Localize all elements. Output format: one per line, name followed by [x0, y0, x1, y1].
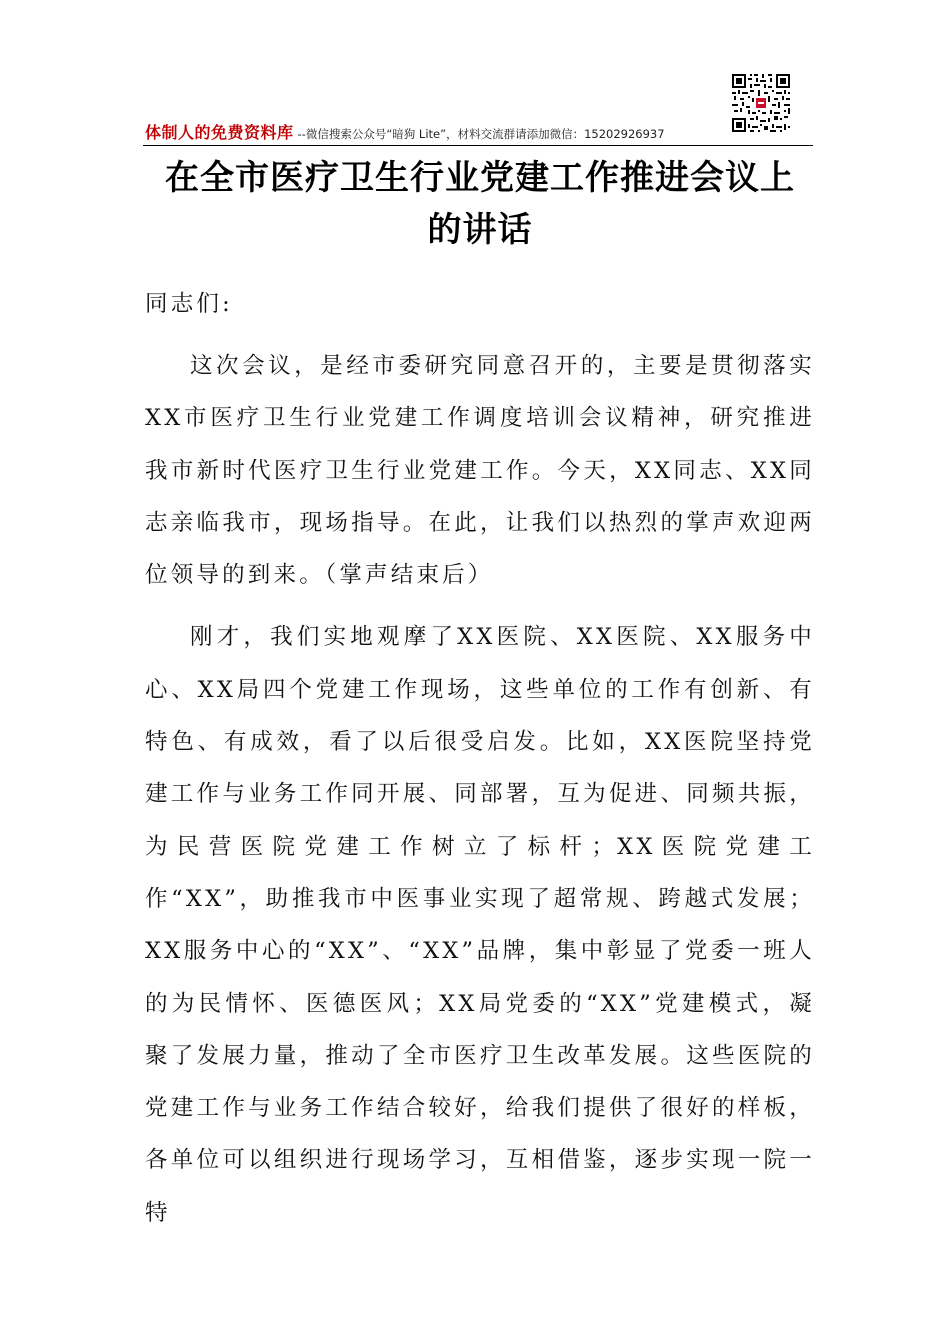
header-banner	[145, 120, 813, 144]
paragraph: 这次会议，是经市委研究同意召开的，主要是贯彻落实XX市医疗卫生行业党建工作调度培训会议精神，研究推进我市新时代医疗卫生行业党建工作。今天，XX同志、XX同志亲临我市，现场指导。在此，让我们以热烈的掌声欢迎两位领导的到来。（掌声结束后）	[145, 353, 815, 589]
header-info-text: --微信搜索公众号“暗狗 Lite”，材料交流群请添加微信：15202926937	[297, 127, 665, 141]
paragraph: 刚才，我们实地观摩了XX医院、XX医院、XX服务中心、XX局四个党建工作现场，这些单位的工作有创新、有特色、有成效，看了以后很受启发。比如，XX医院坚持党建工作与业务工作同开展、同部署，互为促进、同频共振，为民营医院党建工作树立了标杆；XX医院党建工作“XX”，助推我市中医事业实现了超常规、跨越式发展；XX服务中心的“XX”、“XX”品牌，集中彰显了党委一班人的为民情怀、医德医风；XX局党委的“XX”党建模式，凝聚了发展力量，推动了全市医疗卫生改革发展。这些医院的党建工作与业务工作结合较好，给我们提供了很好的样板，各单位可以组织进行现场学习，互相借鉴，逐步实现一院一特	[145, 624, 815, 1226]
salutation: 同志们:	[145, 291, 233, 317]
document-title	[140, 152, 820, 256]
title-line-2: 的讲话	[427, 210, 533, 250]
title-line-1: 在全市医疗卫生行业党建工作推进会议上	[165, 158, 795, 198]
header-divider	[143, 145, 813, 146]
document-body	[145, 278, 815, 1249]
brand-text: 体制人的免费资料库	[145, 123, 294, 142]
